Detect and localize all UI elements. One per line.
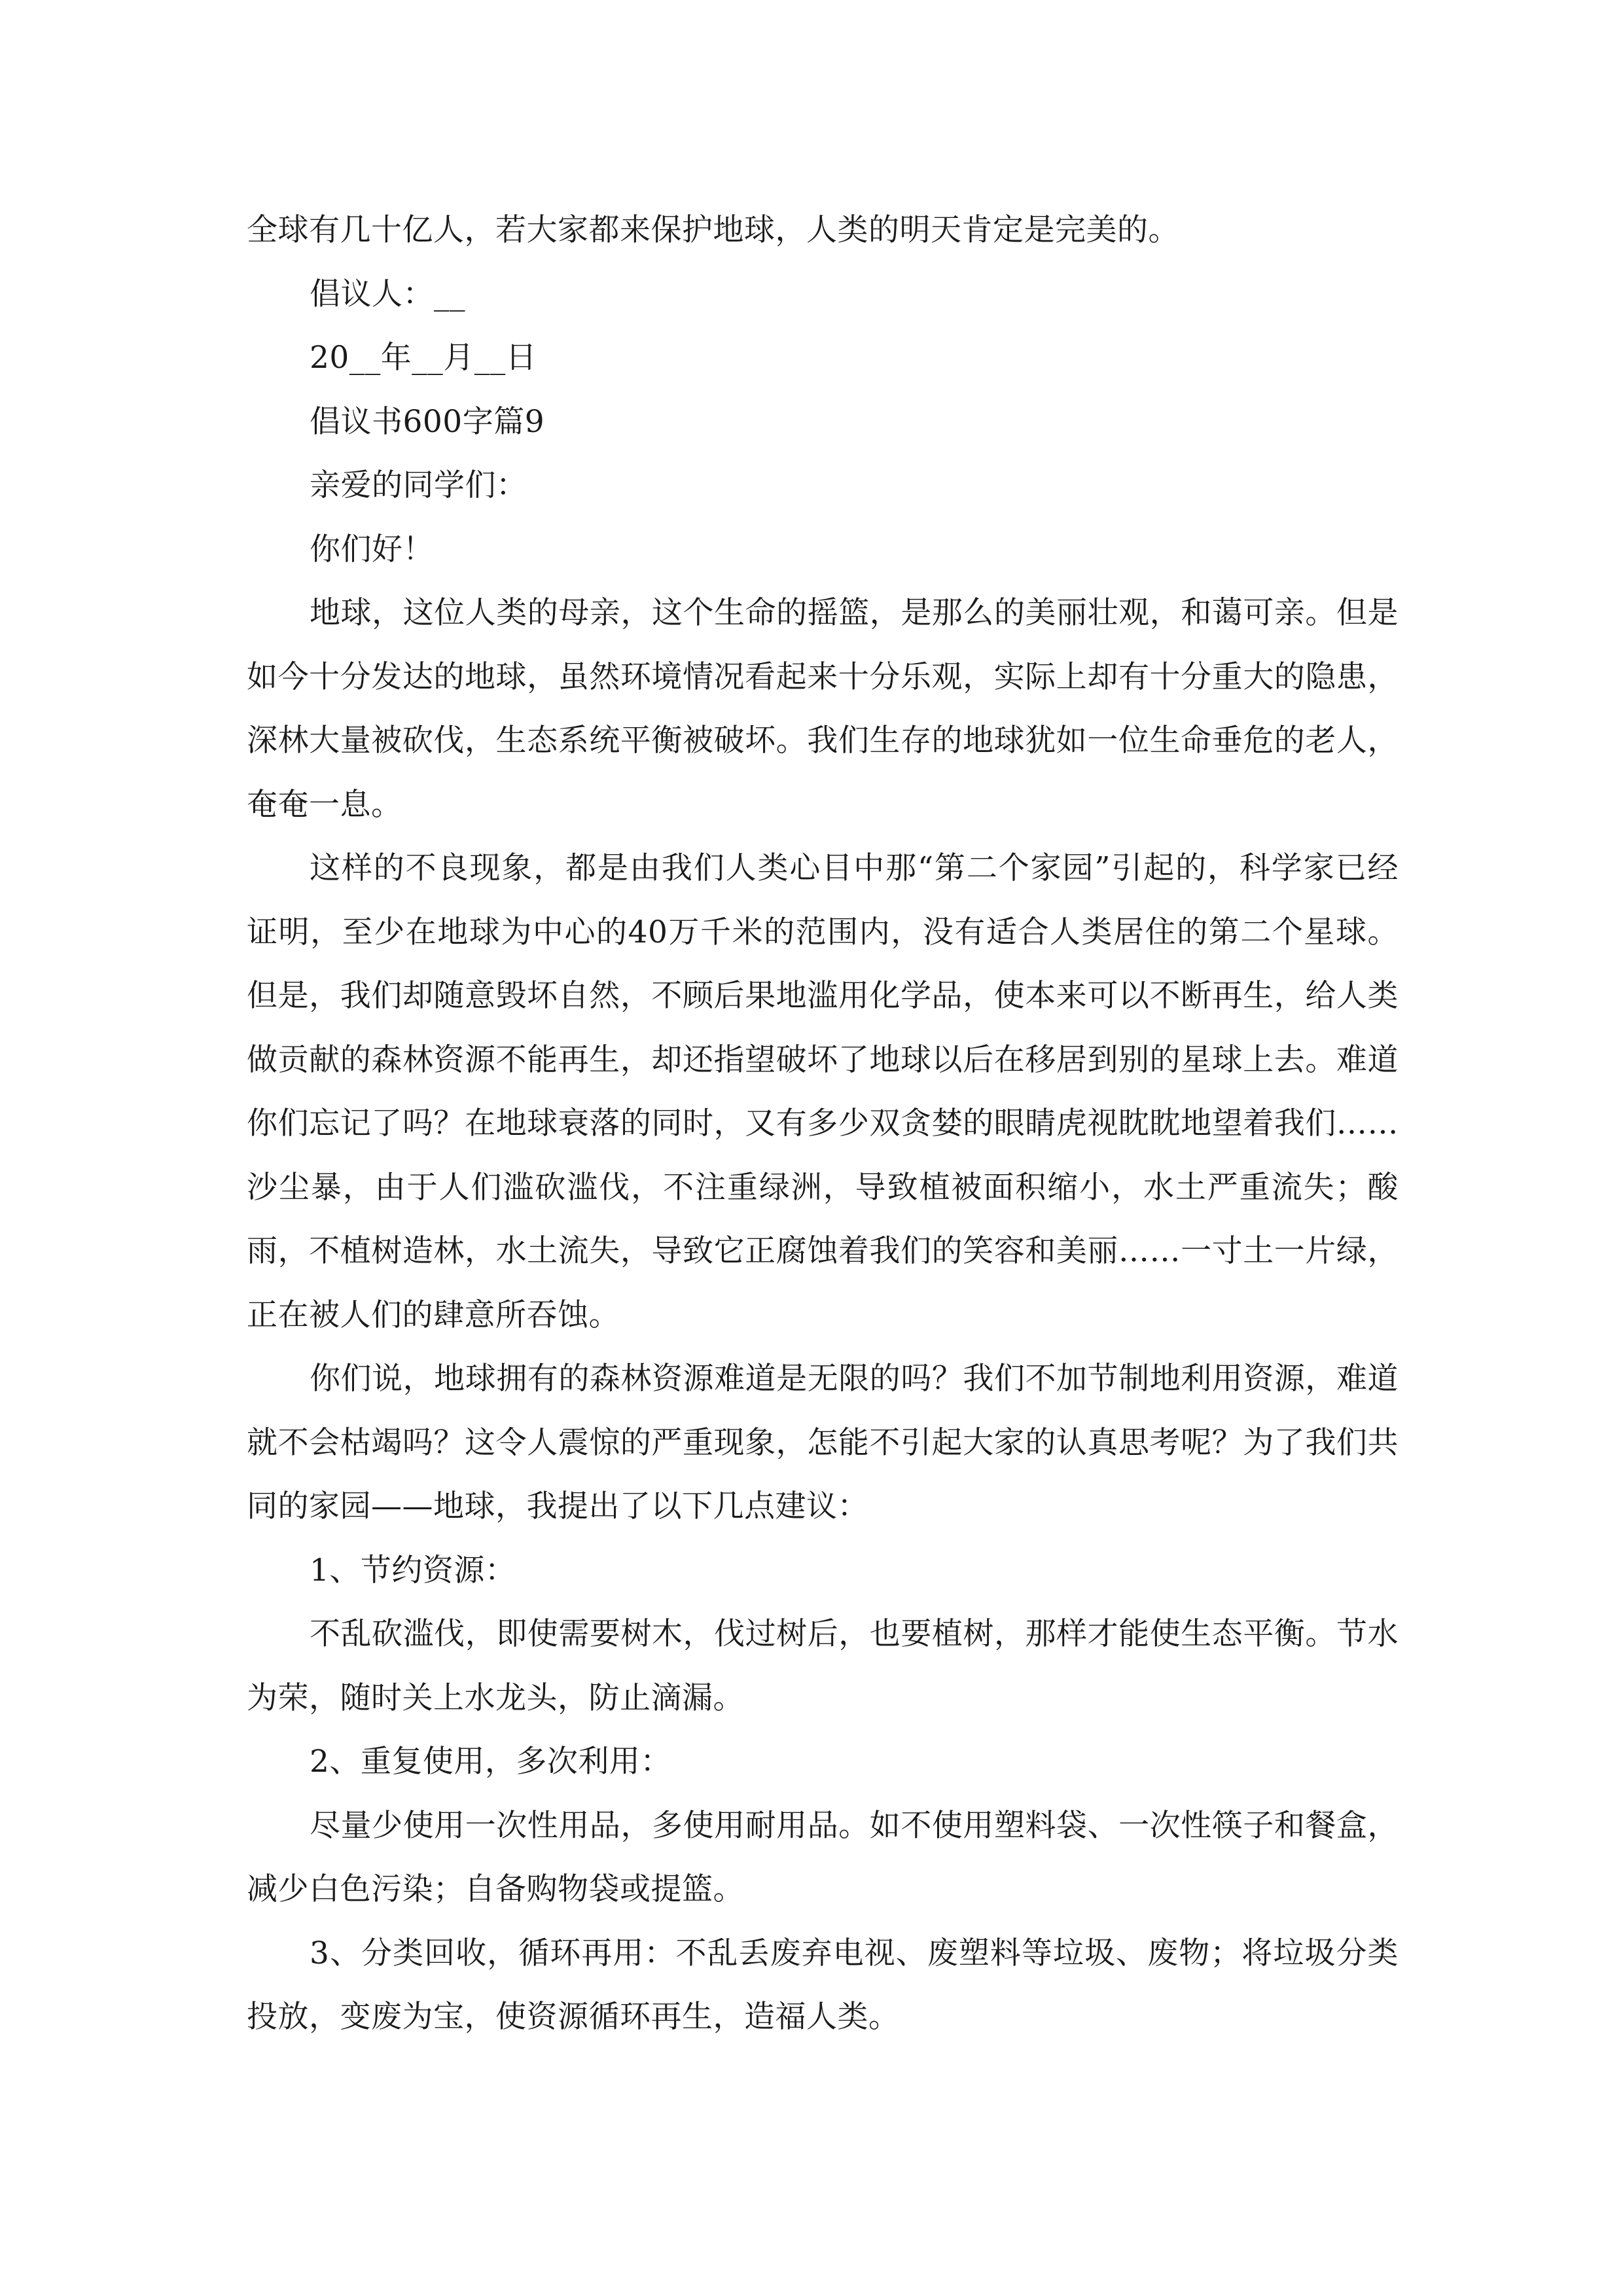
greeting: 你们好！ (310, 531, 434, 567)
date-line: 20__年__月__日 (310, 340, 537, 376)
paragraph-proposals-intro: 你们说，地球拥有的森林资源难道是无限的吗？我们不加节制地利用资源，难道就不会枯竭吗？这令人震惊的严重现象，怎能不引起大家的认真思考呢？为了我们共同的家园——地球，我提出了以下几点建议： (247, 1361, 1399, 1524)
document-body (247, 198, 1399, 2049)
proposal-2-body: 尽量少使用一次性用品，多使用耐用品。如不使用塑料袋、一次性筷子和餐盒，减少白色污染；自备购物袋或提篮。 (247, 1807, 1399, 1907)
paragraph-bad-phenomena: 这样的不良现象，都是由我们人类心目中那“第二个家园”引起的，科学家已经证明，至少在地球为中心的40万千米的范围内，没有适合人类居住的第二个星球。但是，我们却随意毁坏自然，不顾后果地滥用化学品，使本来可以不断再生，给人类做贡献的森林资源不能再生，却还指望破坏了地球以后在移居到别的星球上去。难道你们忘记了吗？在地球衰落的同时，又有多少双贪婪的眼睛虎视眈眈地望着我们……沙尘暴，由于人们滥砍滥伐，不注重绿洲，导致植被面积缩小，水土严重流失；酸雨，不植树造林，水土流失，导致它正腐蚀着我们的笑容和美丽……一寸土一片绿，正在被人们的肆意所吞蚀。 (247, 850, 1399, 1333)
salutation: 亲爱的同学们： (310, 467, 527, 503)
proposal-1-body: 不乱砍滥伐，即使需要树木，伐过树后，也要植树，那样才能使生态平衡。节水为荣，随时关上水龙头，防止滴漏。 (247, 1616, 1399, 1716)
proposal-1-heading: 1、节约资源： (310, 1552, 516, 1588)
paragraph-earth-intro: 地球，这位人类的母亲，这个生命的摇篮，是那么的美丽壮观，和蔼可亲。但是如今十分发达的地球，虽然环境情况看起来十分乐观，实际上却有十分重大的隐患，深林大量被砍伐，生态系统平衡被破坏。我们生存的地球犹如一位生命垂危的老人，奄奄一息。 (247, 595, 1399, 823)
paragraph-closing-line: 全球有几十亿人，若大家都来保护地球，人类的明天肯定是完美的。 (247, 212, 1179, 248)
signature-line: 倡议人：__ (310, 276, 465, 312)
proposal-3: 3、分类回收，循环再用：不乱丢废弃电视、废塑料等垃圾、废物；将垃圾分类投放，变废为宝，使资源循环再生，造福人类。 (247, 1935, 1399, 2035)
proposal-2-heading: 2、重复使用，多次利用： (310, 1744, 671, 1780)
section-heading: 倡议书600字篇9 (310, 403, 545, 440)
